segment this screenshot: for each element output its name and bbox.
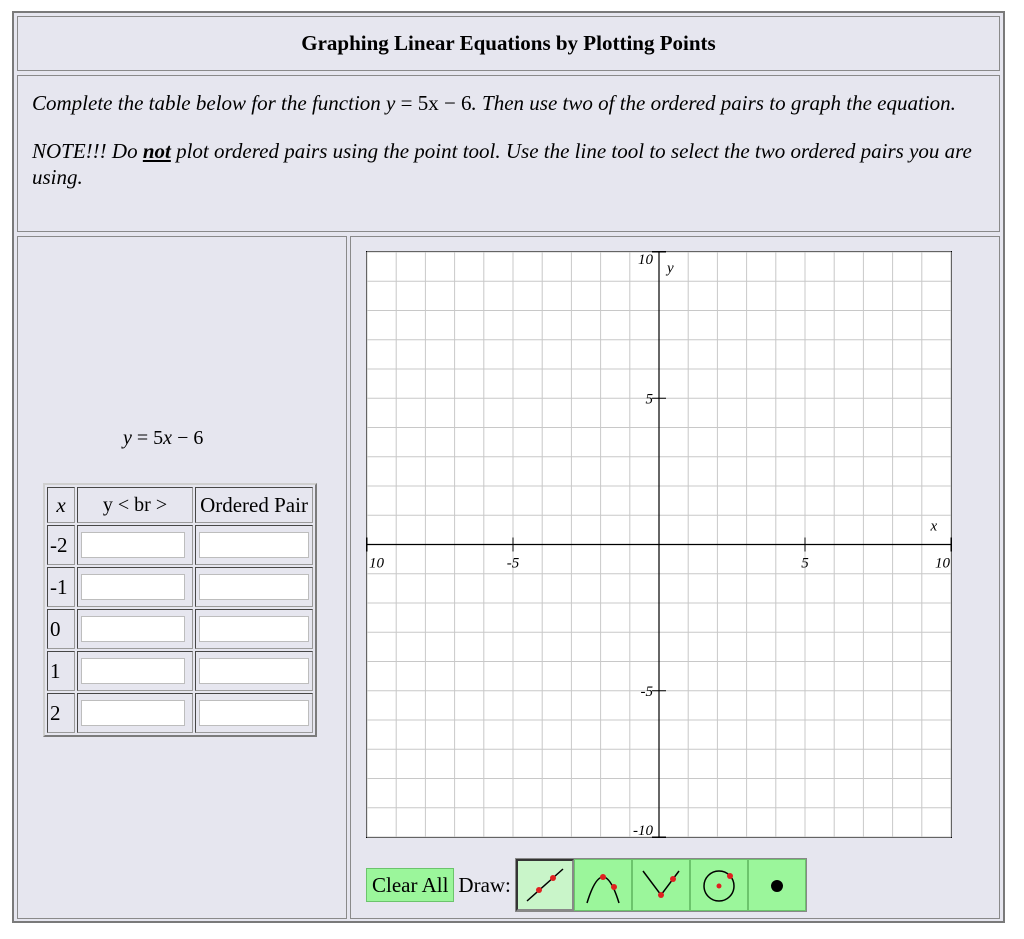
pair-cell: [195, 693, 313, 733]
note-emphasis: not: [142, 139, 171, 163]
y-tick-label: 10: [638, 252, 653, 268]
line-tool-icon: [523, 865, 567, 905]
header-ordered-pair: Ordered Pair: [195, 487, 313, 523]
table-row: [47, 651, 313, 691]
note-part: NOTE!!! Do: [32, 139, 143, 163]
instructions: [17, 75, 1000, 232]
coordinate-grid[interactable]: [366, 251, 952, 838]
y-input[interactable]: [81, 532, 185, 558]
instruction-text: [32, 90, 985, 116]
y-axis-label: y: [667, 260, 674, 277]
table-row: [47, 525, 313, 565]
parabola-tool-icon: [581, 865, 625, 905]
table-row: [47, 609, 313, 649]
table-row: [47, 693, 313, 733]
pair-cell: [195, 651, 313, 691]
point-tool-icon: [755, 865, 799, 905]
page-frame: [12, 11, 1005, 923]
pair-cell: [195, 567, 313, 607]
instruction-equation: [386, 91, 472, 115]
y-cell: [77, 609, 193, 649]
x-value: -1: [47, 567, 75, 607]
ordered-pair-input[interactable]: [199, 700, 309, 726]
drawing-toolbar: [366, 858, 807, 912]
ordered-pair-input[interactable]: [199, 616, 309, 642]
x-tick-label: 10: [369, 555, 384, 572]
x-value: -2: [47, 525, 75, 565]
table-row: [47, 567, 313, 607]
values-table: [43, 483, 317, 737]
pair-cell: [195, 525, 313, 565]
parabola-tool-button[interactable]: [574, 859, 632, 911]
tool-group: [515, 858, 807, 912]
y-tick-label: -10: [633, 823, 653, 838]
y-input[interactable]: [81, 574, 185, 600]
y-input[interactable]: [81, 616, 185, 642]
draw-label: Draw:: [458, 872, 511, 897]
y-cell: [77, 693, 193, 733]
ordered-pair-input[interactable]: [199, 658, 309, 684]
x-axis-label: x: [930, 518, 938, 535]
note-part: plot ordered pairs using the point tool. Use the line tool to select the two ordered pairs you are using.: [32, 139, 972, 189]
clear-all-button[interactable]: Clear All: [366, 868, 454, 902]
instruction-part: . Then use two of the ordered pairs to graph the equation.: [471, 91, 956, 115]
pair-cell: [195, 609, 313, 649]
instruction-part: Complete the table below for the function: [32, 91, 387, 115]
y-tick-label: 5: [645, 391, 653, 408]
point-tool-button[interactable]: [748, 859, 806, 911]
circle-tool-button[interactable]: [690, 859, 748, 911]
x-tick-label: 5: [801, 555, 809, 572]
y-cell: [77, 567, 193, 607]
absolute-value-tool-button[interactable]: [632, 859, 690, 911]
circle-tool-icon: [697, 865, 741, 905]
y-input[interactable]: [81, 700, 185, 726]
note-text: [32, 138, 985, 190]
table-header-row: [47, 487, 313, 523]
graph-panel: [350, 236, 1000, 919]
header-y: y < br >: [77, 487, 193, 523]
equation-var: y: [386, 91, 396, 115]
x-tick-label: -5: [506, 555, 520, 572]
ordered-pair-input[interactable]: [199, 532, 309, 558]
absolute-value-tool-icon: [639, 865, 683, 905]
x-value: 0: [47, 609, 75, 649]
y-cell: [77, 651, 193, 691]
y-cell: [77, 525, 193, 565]
graph-area[interactable]: [366, 251, 952, 843]
line-tool-button[interactable]: [516, 859, 574, 911]
page-title: Graphing Linear Equations by Plotting Points: [17, 16, 1000, 71]
table-panel: [17, 236, 347, 919]
x-value: 1: [47, 651, 75, 691]
function-label: y = 5x − 6: [123, 427, 204, 449]
header-x: x: [47, 487, 75, 523]
y-tick-label: -5: [640, 683, 653, 700]
ordered-pair-input[interactable]: [199, 574, 309, 600]
equation-rest: = 5x − 6: [395, 91, 472, 115]
y-input[interactable]: [81, 658, 185, 684]
x-tick-label: 10: [935, 555, 950, 572]
x-value: 2: [47, 693, 75, 733]
